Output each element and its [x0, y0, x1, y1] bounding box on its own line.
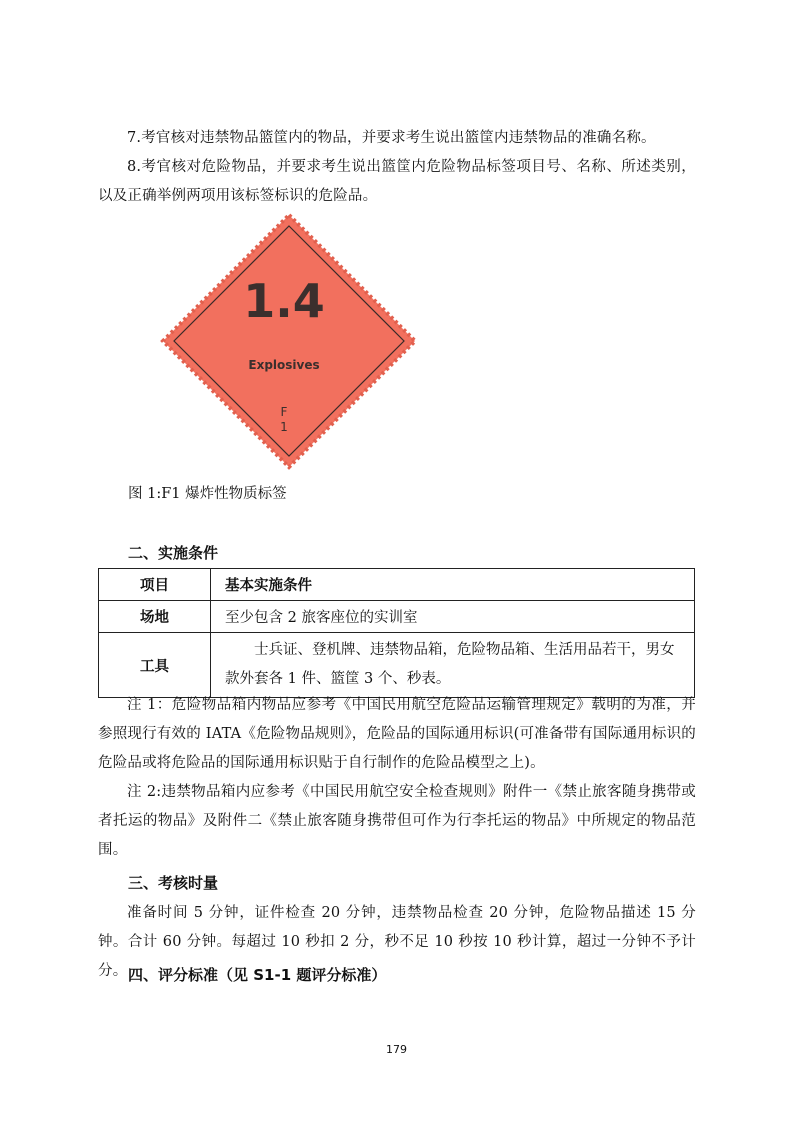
time-paragraph: 准备时间 5 分钟，证件检查 20 分钟，违禁物品检查 20 分钟，危险物品描述 15 分钟。合计 60 分钟。每超过 10 秒扣 2 分，秒不足 10 秒按 10 秒计算，超过一分钟不予计分。 [98, 905, 696, 979]
table-row [99, 601, 695, 633]
figure-caption: 图 1:F1 爆炸性物质标签 [128, 486, 287, 502]
table-header-content: 基本实施条件 [211, 569, 695, 601]
table-header-row [99, 569, 695, 601]
label-division-number: 1.4 [243, 274, 325, 328]
section-heading-time: 三、考核时量 [128, 874, 219, 892]
page-number: 179 [386, 1043, 407, 1056]
section-heading-conditions: 二、实施条件 [128, 544, 219, 562]
paragraph-item-7: 7.考官核对违禁物品篮筐内的物品，并要求考生说出篮筐内违禁物品的准确名称。 [127, 130, 656, 146]
note-2: 注 2:违禁物品箱内应参考《中国民用航空安全检查规则》附件一《禁止旅客随身携带或者托运的物品》及附件二《禁止旅客随身携带但可作为行李托运的物品》中所规定的物品范围。 [98, 784, 696, 858]
table-cell-content: 士兵证、登机牌、违禁物品箱，危险物品箱、生活用品若干，男女款外套各 1 件、篮筐 3 个、秒表。 [211, 633, 695, 698]
table-header-item: 项目 [99, 569, 211, 601]
label-explosives-text: Explosives [248, 358, 320, 372]
table-cell-item: 工具 [99, 633, 211, 698]
conditions-table [98, 568, 695, 698]
explosives-label-image [160, 212, 418, 470]
note-1: 注 1：危险物品箱内物品应参考《中国民用航空危险品运输管理规定》载明的为准，并参照现行有效的 IATA《危险物品规则》，危险品的国际通用标识(可准备带有国际通用标识的危险品或将危险品的国际通用标识贴于自行制作的危险品模型之上)。 [98, 697, 696, 771]
paragraph-item-8: 8.考官核对危险物品，并要求考生说出篮筐内危险物品标签项目号、名称、所述类别，以及正确举例两项用该标签标识的危险品。 [98, 159, 696, 204]
table-row [99, 633, 695, 698]
label-class-digit: 1 [280, 420, 288, 434]
section-heading-scoring: 四、评分标准（见 S1-1 题评分标准） [128, 966, 387, 984]
table-cell-item: 场地 [99, 601, 211, 633]
label-compat-group: F [280, 405, 288, 419]
explosives-diamond-icon [160, 212, 418, 470]
table-cell-content: 至少包含 2 旅客座位的实训室 [211, 601, 695, 633]
